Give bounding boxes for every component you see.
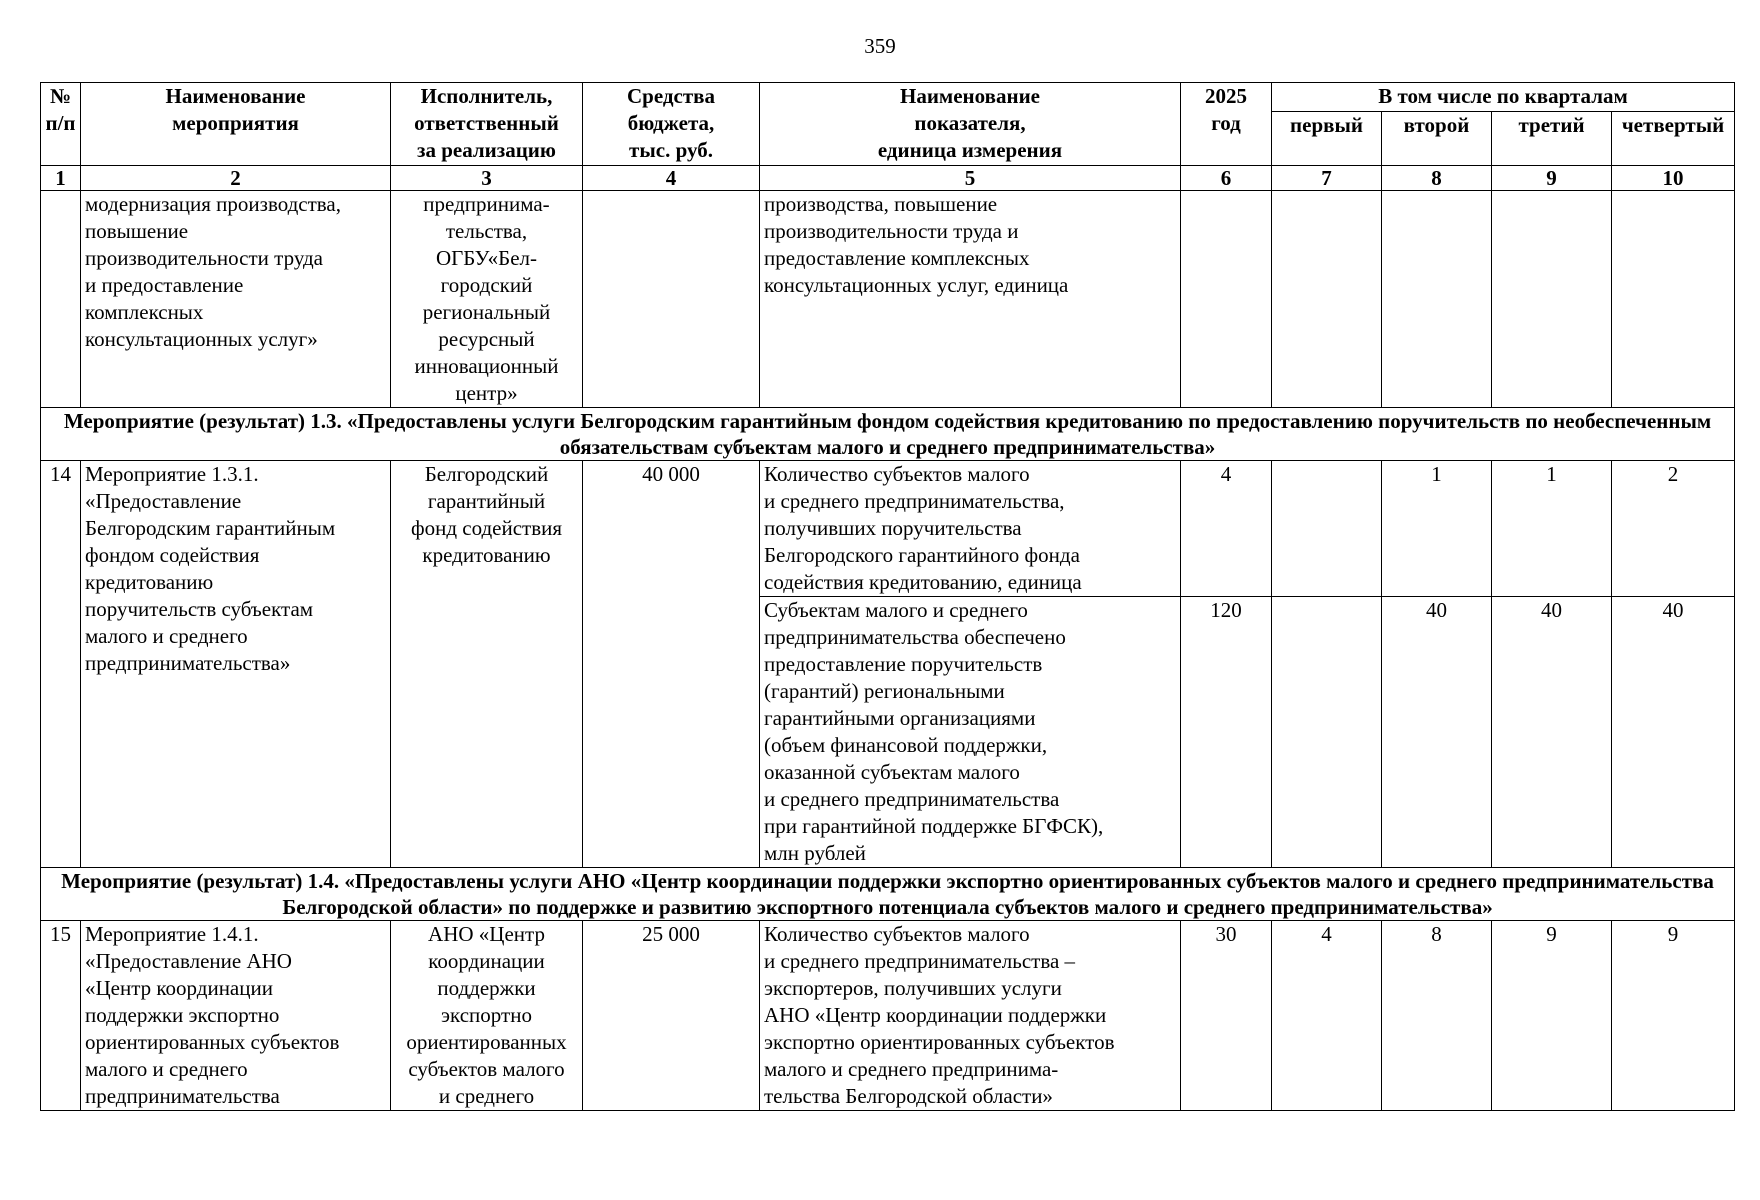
q1-value xyxy=(1272,597,1382,868)
table-row xyxy=(41,461,1735,597)
column-number: 7 xyxy=(1272,166,1382,191)
q1-value: 4 xyxy=(1272,921,1382,1111)
column-number: 3 xyxy=(391,166,583,191)
year-value: 120 xyxy=(1181,597,1272,868)
column-number: 10 xyxy=(1612,166,1735,191)
header-q3: третий xyxy=(1492,112,1612,166)
year-value: 30 xyxy=(1181,921,1272,1111)
section-row xyxy=(41,868,1735,921)
year-value: 4 xyxy=(1181,461,1272,597)
q2-value: 8 xyxy=(1382,921,1492,1111)
continuation-indicator: производства, повышение производительности труда и предоставление комплексных консультационных услуг, единица xyxy=(760,191,1181,408)
executor: АНО «Центр координации поддержки экспортно ориентированных субъектов малого и среднего xyxy=(391,921,583,1111)
q2-value: 40 xyxy=(1382,597,1492,868)
indicator: Субъектам малого и среднего предпринимательства обеспечено предоставление поручительств (гарантий) региональными гарантийными организациями (объем финансовой поддержки, оказанной субъектам малого и среднего предпринимательства при гарантийной поддержке БГФСК), млн рублей xyxy=(760,597,1181,868)
executor: Белгородский гарантийный фонд содействия кредитованию xyxy=(391,461,583,868)
continuation-executor: предпринима- тельства, ОГБУ«Бел- городский региональный ресурсный инновационный центр» xyxy=(391,191,583,408)
header-q1: первый xyxy=(1272,112,1382,166)
measures-table xyxy=(40,82,1735,1111)
continuation-row xyxy=(41,191,1735,408)
measure-name: Мероприятие 1.4.1. «Предоставление АНО «Центр координации поддержки экспортно ориентированных субъектов малого и среднего предпринимательства xyxy=(81,921,391,1111)
header-indicator: Наименование показателя, единица измерения xyxy=(760,83,1181,166)
q2-value: 1 xyxy=(1382,461,1492,597)
q3-value: 40 xyxy=(1492,597,1612,868)
header-year: 2025 год xyxy=(1181,83,1272,166)
column-number: 6 xyxy=(1181,166,1272,191)
section-row xyxy=(41,408,1735,461)
header-executor: Исполнитель, ответственный за реализацию xyxy=(391,83,583,166)
header-q2: второй xyxy=(1382,112,1492,166)
measure-name: Мероприятие 1.3.1. «Предоставление Белгородским гарантийным фондом содействия кредитованию поручительств субъектам малого и среднего предпринимательства» xyxy=(81,461,391,868)
section-title-1-3: Мероприятие (результат) 1.3. «Предоставлены услуги Белгородским гарантийным фондом содействия кредитованию по предоставлению поручительств по необеспеченным обязательствам субъектам малого и среднего предпринимательства» xyxy=(41,408,1735,461)
column-number: 8 xyxy=(1382,166,1492,191)
page-number: 359 xyxy=(864,34,896,58)
column-number: 1 xyxy=(41,166,81,191)
q4-value: 40 xyxy=(1612,597,1735,868)
q1-value xyxy=(1272,461,1382,597)
header-num: № п/п xyxy=(41,83,81,166)
header-q4: четвертый xyxy=(1612,112,1735,166)
column-number: 4 xyxy=(583,166,760,191)
header-measure-name: Наименование мероприятия xyxy=(81,83,391,166)
row-number: 15 xyxy=(41,921,81,1111)
continuation-measure-name: модернизация производства, повышение производительности труда и предоставление комплексных консультационных услуг» xyxy=(81,191,391,408)
indicator: Количество субъектов малого и среднего предпринимательства, получивших поручительства Белгородского гарантийного фонда содействия кредитованию, единица xyxy=(760,461,1181,597)
column-number: 2 xyxy=(81,166,391,191)
q3-value: 1 xyxy=(1492,461,1612,597)
q3-value: 9 xyxy=(1492,921,1612,1111)
header-quarters-group: В том числе по кварталам xyxy=(1272,83,1735,112)
q4-value: 2 xyxy=(1612,461,1735,597)
q4-value: 9 xyxy=(1612,921,1735,1111)
header-budget: Средства бюджета, тыс. руб. xyxy=(583,83,760,166)
table-row xyxy=(41,921,1735,1111)
column-number-row xyxy=(41,166,1735,191)
budget: 40 000 xyxy=(583,461,760,868)
section-title-1-4: Мероприятие (результат) 1.4. «Предоставлены услуги АНО «Центр координации поддержки экспортно ориентированных субъектов малого и среднего предпринимательства Белгородской области» по поддержке и развитию экспортного потенциала субъектов малого и среднего предпринимательства» xyxy=(41,868,1735,921)
budget: 25 000 xyxy=(583,921,760,1111)
column-number: 5 xyxy=(760,166,1181,191)
indicator: Количество субъектов малого и среднего предпринимательства – экспортеров, получивших услуги АНО «Центр координации поддержки экспортно ориентированных субъектов малого и среднего предпринима- тельства Белгородской области» xyxy=(760,921,1181,1111)
row-number: 14 xyxy=(41,461,81,868)
column-number: 9 xyxy=(1492,166,1612,191)
